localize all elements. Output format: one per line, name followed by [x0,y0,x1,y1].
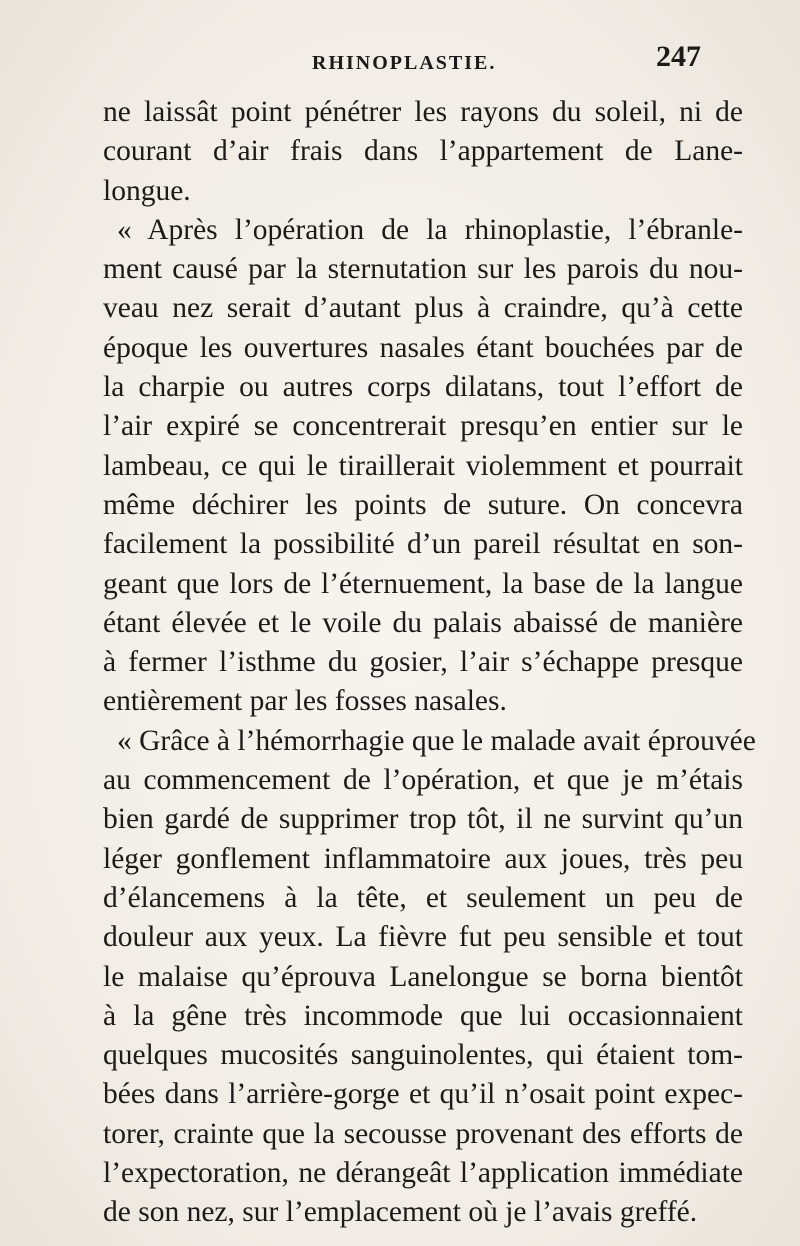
text-line: la charpie ou autres corps dilatans, tout l’effort de [103,371,743,404]
page-header [0,40,800,80]
text-line: lambeau, ce qui le tiraillerait violemment et pourrait [103,449,743,482]
text-line: époque les ouvertures nasales étant bouchées par de [103,331,743,364]
text-line: l’expectoration, ne dérangeât l’application immédiate [103,1157,743,1190]
text-line: bien gardé de supprimer trop tôt, il ne survint qu’un [103,803,743,836]
text-line: ment causé par la sternutation sur les parois du nou- [103,253,743,286]
text-line: léger gonflement inflammatoire aux joues, très peu [103,842,743,875]
page-number: 247 [656,40,701,73]
text-line: veau nez serait d’autant plus à craindre, qu’à cette [103,292,743,325]
text-line: bées dans l’arrière-gorge et qu’il n’osait point expec- [103,1078,743,1111]
text-line: à la gêne très incommode que lui occasionnaient [103,999,743,1032]
text-line: étant élevée et le voile du palais abaissé de manière [103,606,743,639]
text-line: d’élancemens à la tête, et seulement un peu de [103,881,743,914]
text-line: « Grâce à l’hémorrhagie que le malade avait éprouvée [117,724,756,757]
text-line: « Après l’opération de la rhinoplastie, l’ébranle- [117,213,743,246]
text-line: l’air expiré se concentrerait presqu’en entier sur le [103,410,743,443]
text-line: le malaise qu’éprouva Lanelongue se borna bientôt [103,960,743,993]
text-line: même déchirer les points de suture. On concevra [103,488,743,521]
running-title: RHINOPLASTIE. [312,52,497,74]
text-line: douleur aux yeux. La fièvre fut peu sensible et tout [103,921,743,954]
body-text [103,93,756,1233]
text-line: quelques mucosités sanguinolentes, qui étaient tom- [103,1039,743,1072]
text-line: facilement la possibilité d’un pareil résultat en son- [103,528,743,561]
text-line: entièrement par les fosses nasales. [103,685,507,718]
text-line: ne laissât point pénétrer les rayons du soleil, ni de [103,96,743,128]
text-line: courant d’air frais dans l’appartement de Lane- [103,135,743,168]
text-line: longue. [103,174,191,207]
text-line: de son nez, sur l’emplacement où je l’avais greffé. [103,1196,698,1229]
text-line: à fermer l’isthme du gosier, l’air s’échappe presque [103,646,743,679]
text-line: torer, crainte que la secousse provenant des efforts de [103,1117,743,1150]
text-line: geant que lors de l’éternuement, la base de la langue [103,567,743,600]
text-line: au commencement de l’opération, et que je m’étais [103,764,743,797]
